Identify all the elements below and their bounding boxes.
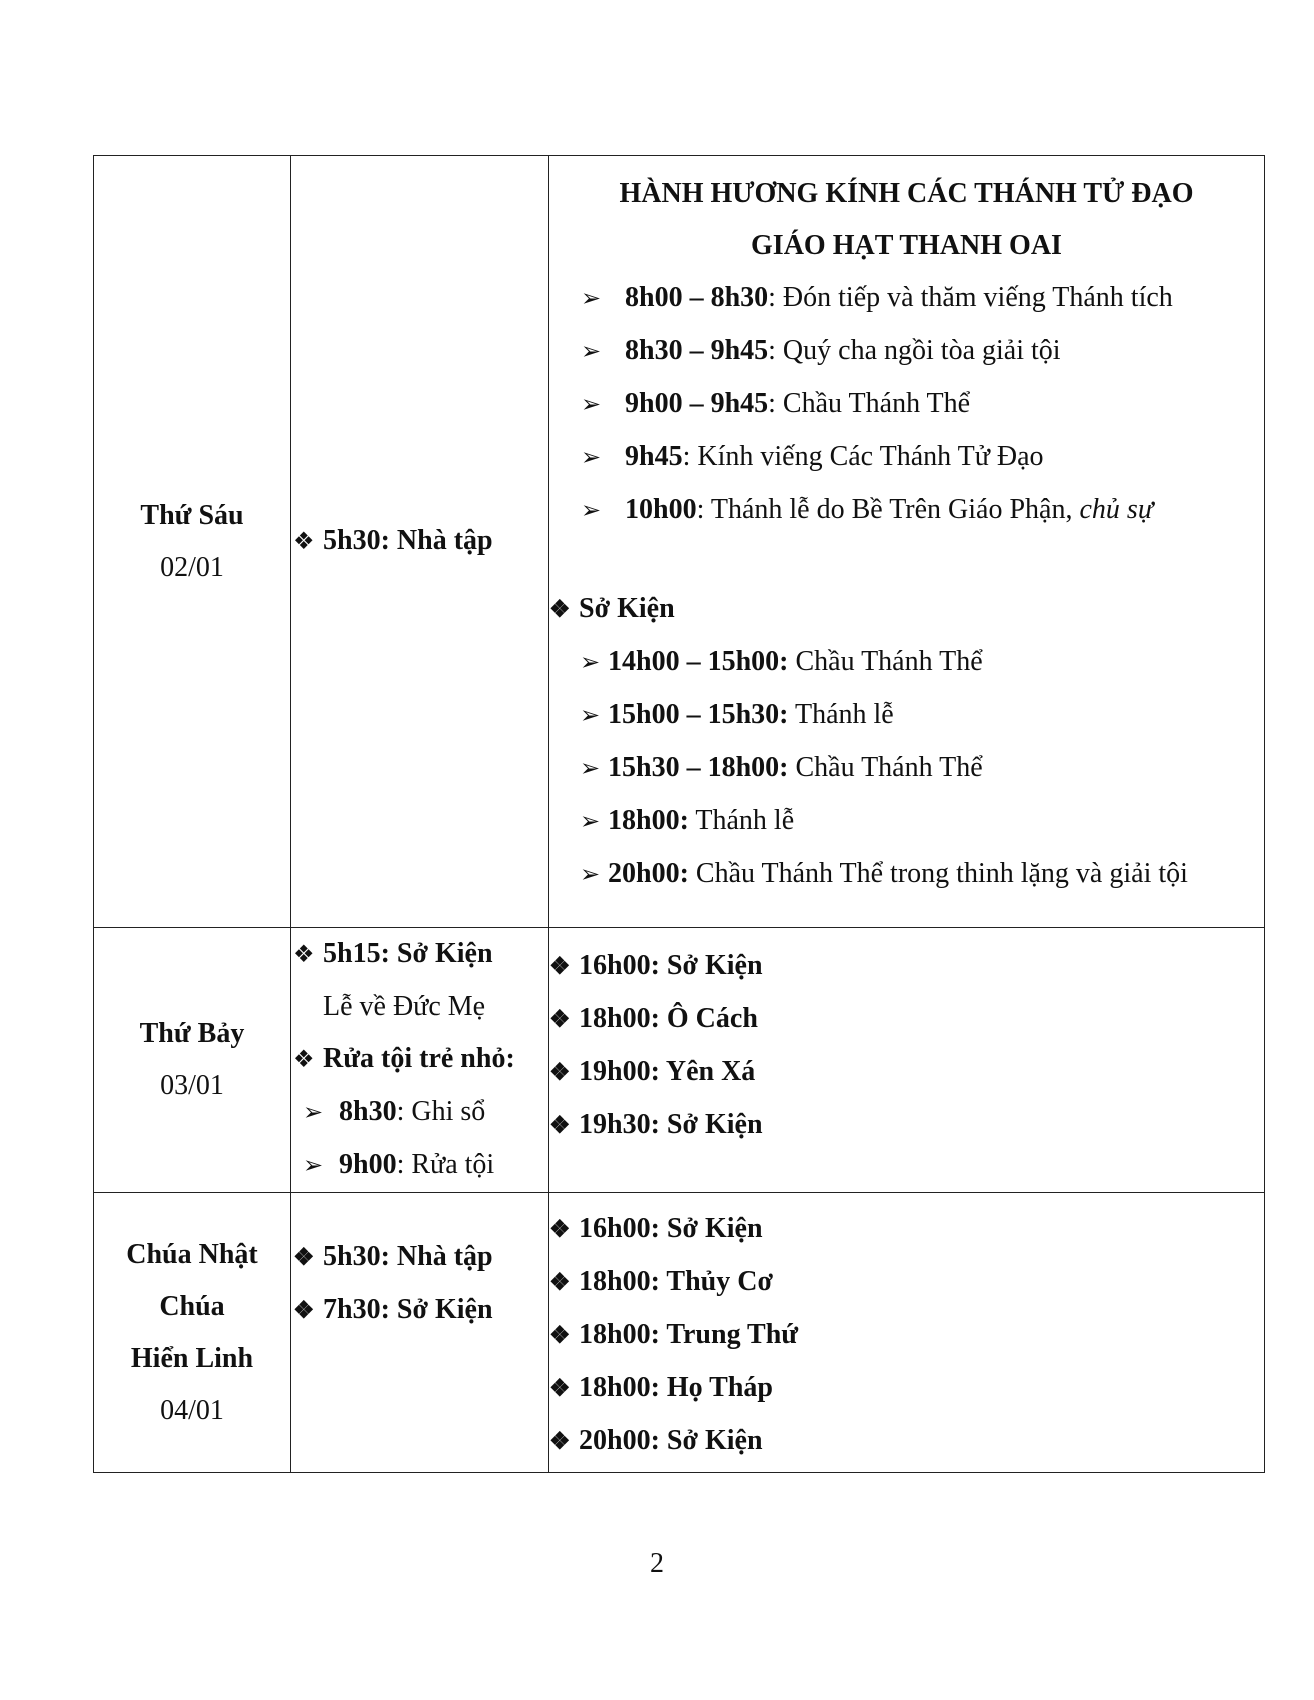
day-date: 02/01	[160, 551, 224, 583]
time-label: 15h30 – 18h00:	[608, 752, 789, 783]
schedule-row	[94, 928, 1265, 1193]
location-text: : Sở Kiện	[650, 1213, 763, 1244]
event-text: : Thánh lễ do Bề Trên Giáo Phận,	[696, 494, 1080, 525]
day-cell	[94, 156, 291, 928]
time-label: 19h30	[579, 1109, 651, 1140]
event-text: : Quý cha ngồi tòa giải tội	[768, 335, 1061, 366]
bullet-diamond-icon: ❖	[549, 1060, 571, 1086]
location-text: : Sở Kiện	[380, 938, 493, 969]
list-item	[291, 515, 548, 568]
bullet-arrow-icon: ➢	[580, 809, 601, 835]
list-item	[581, 378, 1264, 431]
event-text: Thánh lễ	[688, 805, 795, 836]
bullet-arrow-icon: ➢	[581, 445, 602, 471]
location-text: : Nhà tập	[380, 1241, 493, 1272]
schedule-row	[94, 156, 1265, 928]
time-label: 18h00	[579, 1003, 651, 1034]
note-text: Lễ về Đức Mẹ	[323, 991, 486, 1022]
location-text: : Trung Thứ	[650, 1319, 799, 1350]
event-text: : Đón tiếp và thăm viếng Thánh tích	[768, 282, 1173, 313]
list-item	[580, 742, 1264, 795]
events-cell	[549, 1193, 1265, 1473]
spacer	[549, 537, 1264, 583]
page-number: 2	[650, 1548, 664, 1579]
list-item	[549, 1415, 1264, 1468]
list-item	[291, 1231, 548, 1284]
list-item	[580, 848, 1264, 901]
time-label: 20h00:	[608, 858, 689, 889]
day-date: 03/01	[160, 1070, 224, 1101]
bullet-diamond-icon: ❖	[549, 1113, 571, 1139]
event-text: : Kính viếng Các Thánh Tử Đạo	[682, 441, 1044, 472]
bullet-diamond-icon: ❖	[549, 597, 571, 623]
bullet-diamond-icon: ❖	[293, 942, 315, 968]
list-item	[581, 484, 1264, 537]
bullet-diamond-icon: ❖	[293, 1298, 315, 1324]
location-text: : Họ Tháp	[650, 1372, 773, 1403]
day-name: Thứ Bảy	[139, 1018, 245, 1049]
day-cell	[94, 928, 291, 1193]
day-cell	[94, 1193, 291, 1473]
bullet-diamond-icon: ❖	[549, 954, 571, 980]
list-item	[291, 928, 548, 981]
bullet-arrow-icon: ➢	[580, 650, 601, 676]
bullet-diamond-icon: ❖	[549, 1429, 571, 1455]
bullet-arrow-icon: ➢	[303, 1100, 324, 1126]
time-label: 8h30 – 9h45	[625, 335, 769, 366]
time-label: 9h00 – 9h45	[625, 388, 769, 419]
schedule-row	[94, 1193, 1265, 1473]
bullet-diamond-icon: ❖	[549, 1217, 571, 1243]
time-label: 18h00	[579, 1372, 651, 1403]
bullet-arrow-icon: ➢	[580, 703, 601, 729]
list-item	[291, 1033, 548, 1086]
location-text: : Sở Kiện	[650, 1109, 763, 1140]
location-text: : Sở Kiện	[650, 1425, 763, 1456]
list-item	[580, 636, 1264, 689]
time-label: 10h00	[625, 494, 697, 525]
bullet-diamond-icon: ❖	[293, 529, 315, 555]
location-text: : Thủy Cơ	[650, 1266, 773, 1297]
time-label: 9h00	[339, 1149, 397, 1180]
event-text: Chầu Thánh Thể	[788, 752, 983, 783]
morning-cell	[291, 156, 549, 928]
section-title: HÀNH HƯƠNG KÍNH CÁC THÁNH TỬ ĐẠO	[619, 178, 1194, 209]
location-text: : Ô Cách	[650, 1003, 758, 1034]
list-item	[581, 325, 1264, 378]
bullet-diamond-icon: ❖	[549, 1007, 571, 1033]
list-item	[549, 1309, 1264, 1362]
day-name-line: Chúa	[159, 1290, 225, 1322]
list-item	[549, 993, 1264, 1046]
morning-cell	[291, 928, 549, 1193]
event-text: Thánh lễ	[788, 699, 894, 730]
list-item	[291, 1284, 548, 1337]
bullet-arrow-icon: ➢	[581, 498, 602, 524]
list-item	[581, 272, 1264, 325]
time-label: 15h00 – 15h30:	[608, 699, 789, 730]
bullet-arrow-icon: ➢	[303, 1153, 324, 1179]
bullet-arrow-icon: ➢	[581, 392, 602, 418]
list-item	[581, 431, 1264, 484]
location-text: : Sở Kiện	[380, 1294, 493, 1325]
day-name-line: Hiển Linh	[130, 1342, 254, 1374]
list-item	[549, 1203, 1264, 1256]
location-text: : Sở Kiện	[650, 950, 763, 981]
event-text: : Ghi sổ	[396, 1096, 486, 1127]
time-label: 18h00	[579, 1266, 651, 1297]
time-label: 14h00 – 15h00:	[608, 646, 789, 677]
time-label: 8h30	[339, 1096, 397, 1127]
time-label: 20h00	[579, 1425, 651, 1456]
day-name-line: Chúa Nhật	[126, 1238, 258, 1270]
time-label: 7h30	[323, 1294, 381, 1325]
list-item	[549, 1046, 1264, 1099]
subheading	[549, 583, 1264, 636]
list-item	[549, 1362, 1264, 1415]
subheading-text: Sở Kiện	[579, 593, 675, 624]
event-text: Chầu Thánh Thể	[788, 646, 983, 677]
bullet-arrow-icon: ➢	[581, 286, 602, 312]
bullet-arrow-icon: ➢	[580, 756, 601, 782]
section-subtitle: GIÁO HẠT THANH OAI	[751, 230, 1062, 261]
schedule-table	[93, 155, 1265, 1473]
bullet-arrow-icon: ➢	[580, 862, 601, 888]
morning-cell	[291, 1193, 549, 1473]
time-label: 5h30	[323, 1241, 381, 1272]
events-cell	[549, 156, 1265, 928]
time-label: 9h45	[625, 441, 683, 472]
bullet-arrow-icon: ➢	[581, 339, 602, 365]
time-label: 5h15	[323, 938, 381, 969]
day-date: 04/01	[160, 1394, 224, 1426]
list-item	[580, 795, 1264, 848]
bullet-diamond-icon: ❖	[293, 1245, 315, 1271]
location-text: : Yên Xá	[650, 1056, 756, 1087]
bullet-diamond-icon: ❖	[549, 1270, 571, 1296]
time-label: 5h30	[323, 525, 381, 556]
list-item	[549, 1099, 1264, 1152]
bullet-diamond-icon: ❖	[549, 1376, 571, 1402]
time-label: 19h00	[579, 1056, 651, 1087]
list-item	[549, 1256, 1264, 1309]
bullet-diamond-icon: ❖	[549, 1323, 571, 1349]
section-label: Rửa tội trẻ nhỏ:	[323, 1043, 515, 1074]
list-item	[291, 1086, 548, 1139]
location-text: : Nhà tập	[380, 525, 493, 556]
list-item	[580, 689, 1264, 742]
time-label: 18h00:	[608, 805, 689, 836]
time-label: 18h00	[579, 1319, 651, 1350]
event-text: : Chầu Thánh Thể	[768, 388, 971, 419]
event-text: : Rửa tội	[396, 1149, 495, 1180]
list-item	[549, 940, 1264, 993]
bullet-diamond-icon: ❖	[293, 1047, 315, 1073]
time-label: 16h00	[579, 1213, 651, 1244]
day-name: Thứ Sáu	[140, 499, 244, 531]
event-text: Chầu Thánh Thể trong thinh lặng và giải tội	[688, 858, 1188, 889]
event-text-italic: chủ sự	[1079, 494, 1154, 525]
events-cell	[549, 928, 1265, 1193]
list-item	[291, 1139, 548, 1192]
time-label: 16h00	[579, 950, 651, 981]
time-label: 8h00 – 8h30	[625, 282, 769, 313]
